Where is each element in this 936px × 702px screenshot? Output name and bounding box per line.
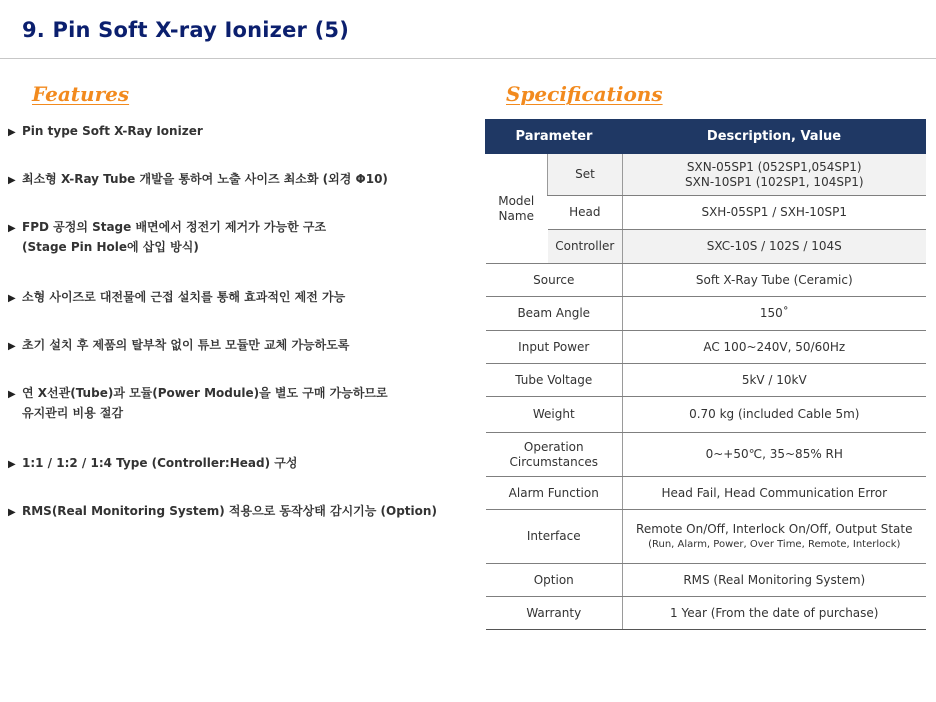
param-cell: Warranty [486, 597, 623, 630]
feature-text: 1:1 / 1:2 / 1:4 Type (Controller:Head) 구성 [22, 456, 298, 470]
param-cell: Input Power [486, 331, 623, 364]
title-divider [0, 58, 936, 59]
bullet-arrow-icon: ▶ [8, 293, 16, 304]
head-value-cell: SXH-05SP1 / SXH-10SP1 [623, 196, 926, 230]
bullet-arrow-icon: ▶ [8, 223, 16, 234]
bullet-arrow-icon: ▶ [8, 459, 16, 470]
header-description-value: Description, Value [623, 120, 926, 154]
head-label-cell: Head [548, 196, 623, 230]
value-cell [623, 510, 926, 564]
param-cell: Beam Angle [486, 297, 623, 331]
feature-text: FPD 공정의 Stage 배면에서 정전기 제거가 가능한 구조 [22, 220, 327, 234]
value-cell: 1 Year (From the date of purchase) [623, 597, 926, 630]
bullet-arrow-icon: ▶ [8, 507, 16, 518]
feature-item [8, 218, 468, 257]
set-label-cell: Set [548, 154, 623, 196]
feature-item [8, 122, 468, 142]
bullet-arrow-icon: ▶ [8, 127, 16, 138]
model-name-cell: Model Name [486, 154, 548, 264]
value-cell: 150˚ [623, 297, 926, 331]
param-cell: Option [486, 564, 623, 597]
feature-item [8, 502, 468, 522]
page-title: 9. Pin Soft X-ray Ionizer (5) [22, 18, 349, 42]
feature-text: 초기 설치 후 제품의 탈부착 없이 튜브 모듈만 교체 가능하도록 [22, 338, 350, 352]
param-cell: Source [486, 264, 623, 297]
value-cell: Soft X-Ray Tube (Ceramic) [623, 264, 926, 297]
bullet-arrow-icon: ▶ [8, 389, 16, 400]
feature-text: 연 X선관(Tube)과 모듈(Power Module)을 별도 구매 가능하므로 [22, 386, 388, 400]
param-cell: Operation Circumstances [486, 433, 623, 477]
feature-text: 소형 사이즈로 대전물에 근접 설치를 통해 효과적인 제전 가능 [22, 290, 346, 304]
interface-value-note: (Run, Alarm, Power, Over Time, Remote, Interlock) [648, 538, 901, 550]
bullet-arrow-icon: ▶ [8, 175, 16, 186]
feature-item [8, 384, 468, 423]
param-cell: Tube Voltage [486, 364, 623, 397]
param-cell: Weight [486, 397, 623, 433]
specifications-table [485, 119, 926, 630]
feature-item [8, 170, 468, 190]
bullet-arrow-icon: ▶ [8, 341, 16, 352]
header-parameter: Parameter [486, 120, 623, 154]
value-cell: 5kV / 10kV [623, 364, 926, 397]
feature-text: 최소형 X-Ray Tube 개발을 통하여 노출 사이즈 최소화 (외경 Φ10) [22, 172, 388, 186]
feature-text-continued: 유지관리 비용 절감 [22, 406, 124, 420]
set-value-cell [623, 154, 926, 196]
controller-value-cell: SXC-10S / 102S / 104S [623, 230, 926, 264]
param-cell: Interface [486, 510, 623, 564]
set-value-line: SXN-05SP1 (052SP1,054SP1) [686, 159, 862, 174]
controller-label-cell: Controller [548, 230, 623, 264]
value-cell: Head Fail, Head Communication Error [623, 477, 926, 510]
feature-item [8, 288, 468, 308]
feature-text-continued: (Stage Pin Hole에 삽입 방식) [22, 240, 199, 254]
value-cell: AC 100~240V, 50/60Hz [623, 331, 926, 364]
value-cell: RMS (Real Monitoring System) [623, 564, 926, 597]
feature-text: RMS(Real Monitoring System) 적용으로 동작상태 감시기능 (Option) [22, 504, 437, 518]
feature-item [8, 454, 468, 474]
feature-text: Pin type Soft X-Ray Ionizer [22, 124, 203, 138]
features-heading: Features [32, 82, 130, 106]
value-cell: 0~+50℃, 35~85% RH [623, 433, 926, 477]
specifications-heading: Specifications [506, 82, 663, 106]
value-cell: 0.70 kg (included Cable 5m) [623, 397, 926, 433]
param-cell: Alarm Function [486, 477, 623, 510]
set-value-line: SXN-10SP1 (102SP1, 104SP1) [685, 174, 864, 189]
feature-item [8, 336, 468, 356]
interface-value-line: Remote On/Off, Interlock On/Off, Output State [636, 521, 913, 536]
